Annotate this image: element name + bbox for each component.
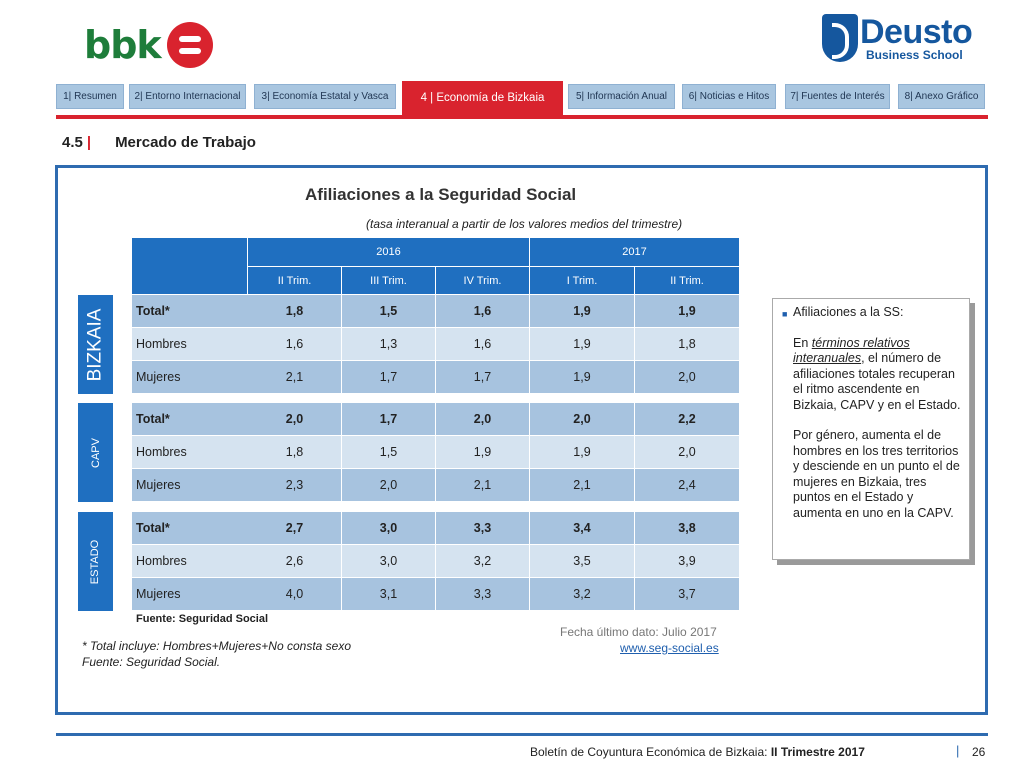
table-cell: 3,7 — [635, 578, 740, 611]
deusto-subtitle: Business School — [866, 48, 963, 62]
section-title — [62, 134, 256, 151]
note-paragraph-2: Por género, aumenta el de hombres en los tres territorios y desciende en un punto el de mujeres en Bizkaia, tres puntos en el Estado y aumenta en uno en la CAPV. — [793, 428, 960, 520]
table-cell: 3,3 — [436, 578, 530, 611]
footer-divider — [56, 733, 988, 736]
tab-economia-estatal-vasca[interactable]: 3| Economía Estatal y Vasca — [254, 84, 396, 109]
quarter-header: I Trim. — [530, 267, 635, 295]
tab-resumen[interactable]: 1| Resumen — [56, 84, 124, 109]
row-label: Total* — [132, 403, 248, 436]
tab-informacion-anual[interactable]: 5| Información Anual — [568, 84, 675, 109]
deusto-shield-icon — [822, 14, 858, 62]
table-cell: 2,3 — [248, 469, 342, 502]
table-cell: 3,1 — [342, 578, 436, 611]
tab-anexo-grafico[interactable]: 8| Anexo Gráfico — [898, 84, 985, 109]
row-label: Hombres — [132, 545, 248, 578]
quarter-header: II Trim. — [635, 267, 740, 295]
table-cell: 2,6 — [248, 545, 342, 578]
quarter-header: III Trim. — [342, 267, 436, 295]
table-cell: 1,6 — [248, 328, 342, 361]
table-cell: 3,0 — [342, 545, 436, 578]
section-number: 4.5 — [62, 134, 83, 151]
last-data-date: Fecha último dato: Julio 2017 — [560, 625, 717, 639]
region-label-capv: CAPV — [78, 403, 113, 502]
table-cell: 3,2 — [436, 545, 530, 578]
bbk-logo-text: bbk — [84, 23, 161, 67]
table-cell: 2,0 — [635, 361, 740, 394]
table-cell: 3,4 — [530, 512, 635, 545]
table-cell: 3,9 — [635, 545, 740, 578]
table-cell: 2,0 — [530, 403, 635, 436]
table-cell: 2,0 — [248, 403, 342, 436]
deusto-name: Deusto — [860, 13, 973, 51]
table-cell: 2,4 — [635, 469, 740, 502]
table-cell: 3,2 — [530, 578, 635, 611]
table-cell: 1,7 — [342, 403, 436, 436]
tab-fuentes-interes[interactable]: 7| Fuentes de Interés — [785, 84, 890, 109]
table-cell: 1,9 — [530, 361, 635, 394]
table-cell: 1,7 — [436, 361, 530, 394]
note-paragraph-1: En términos relativos interanuales, el número de afiliaciones totales recuperan el ritmo ascendente en Bizkaia, CAPV y en el Estado. — [793, 335, 961, 412]
table-cell: 2,1 — [436, 469, 530, 502]
table-cell: 2,1 — [530, 469, 635, 502]
note-heading: Afiliaciones a la SS: — [793, 305, 904, 319]
table-cell: 1,9 — [530, 328, 635, 361]
row-label: Mujeres — [132, 578, 248, 611]
region-label-bizkaia: BIZKAIA — [78, 295, 113, 394]
row-label: Total* — [132, 512, 248, 545]
tabs-divider — [56, 115, 988, 119]
table-cell: 2,0 — [342, 469, 436, 502]
table-cell: 1,8 — [248, 295, 342, 328]
table-cell: 1,6 — [436, 295, 530, 328]
footnote-source: Fuente: Seguridad Social. — [82, 655, 221, 669]
tab-economia-bizkaia[interactable]: 4 | Economía de Bizkaia — [402, 81, 563, 115]
table-cell: 4,0 — [248, 578, 342, 611]
tab-entorno-internacional[interactable]: 2| Entorno Internacional — [129, 84, 246, 109]
table-cell: 2,0 — [436, 403, 530, 436]
table-cell: 3,0 — [342, 512, 436, 545]
footer-title: Boletín de Coyuntura Económica de Bizkaia: II Trimestre 2017 — [530, 745, 865, 759]
commentary-box — [772, 298, 970, 560]
table-cell: 1,3 — [342, 328, 436, 361]
table-cell: 1,9 — [530, 295, 635, 328]
quarter-header: II Trim. — [248, 267, 342, 295]
table-cell: 2,2 — [635, 403, 740, 436]
bbk-logo-mark — [167, 22, 213, 68]
table-cell: 1,8 — [248, 436, 342, 469]
table-source: Fuente: Seguridad Social — [136, 613, 269, 625]
footnote — [82, 638, 351, 670]
row-label: Hombres — [132, 436, 248, 469]
table-cell: 1,9 — [635, 295, 740, 328]
table-cell: 2,1 — [248, 361, 342, 394]
square-bullet-icon: ■ — [782, 309, 788, 319]
deusto-logo — [822, 14, 972, 62]
tab-noticias-hitos[interactable]: 6| Noticias e Hitos — [682, 84, 776, 109]
table-cell: 1,5 — [342, 436, 436, 469]
table-cell: 3,8 — [635, 512, 740, 545]
footer-separator: | — [956, 743, 960, 758]
year-header-2016: 2016 — [248, 238, 530, 267]
table-cell: 3,5 — [530, 545, 635, 578]
row-label: Mujeres — [132, 469, 248, 502]
bbk-logo — [84, 22, 213, 68]
table-cell: 1,7 — [342, 361, 436, 394]
row-label: Total* — [132, 295, 248, 328]
row-label: Mujeres — [132, 361, 248, 394]
page-number: 26 — [972, 745, 986, 759]
table-cell: 1,9 — [530, 436, 635, 469]
year-header-2017: 2017 — [530, 238, 740, 267]
source-link[interactable]: www.seg-social.es — [620, 641, 719, 655]
table-subtitle: (tasa interanual a partir de los valores medios del trimestre) — [366, 217, 683, 231]
table-cell: 3,3 — [436, 512, 530, 545]
table-cell: 1,9 — [436, 436, 530, 469]
table-cell: 1,8 — [635, 328, 740, 361]
row-label: Hombres — [132, 328, 248, 361]
section-separator: | — [86, 134, 92, 151]
footnote-total: * Total incluye: Hombres+Mujeres+No consta sexo — [82, 639, 352, 653]
table-cell: 1,5 — [342, 295, 436, 328]
table-cell: 2,0 — [635, 436, 740, 469]
table-cell: 2,7 — [248, 512, 342, 545]
table-header-blank — [132, 238, 248, 295]
table-cell: 1,6 — [436, 328, 530, 361]
quarter-header: IV Trim. — [436, 267, 530, 295]
region-label-estado: ESTADO — [78, 512, 113, 611]
section-name: Mercado de Trabajo — [115, 134, 256, 151]
table-title: Afiliaciones a la Seguridad Social — [305, 185, 577, 204]
